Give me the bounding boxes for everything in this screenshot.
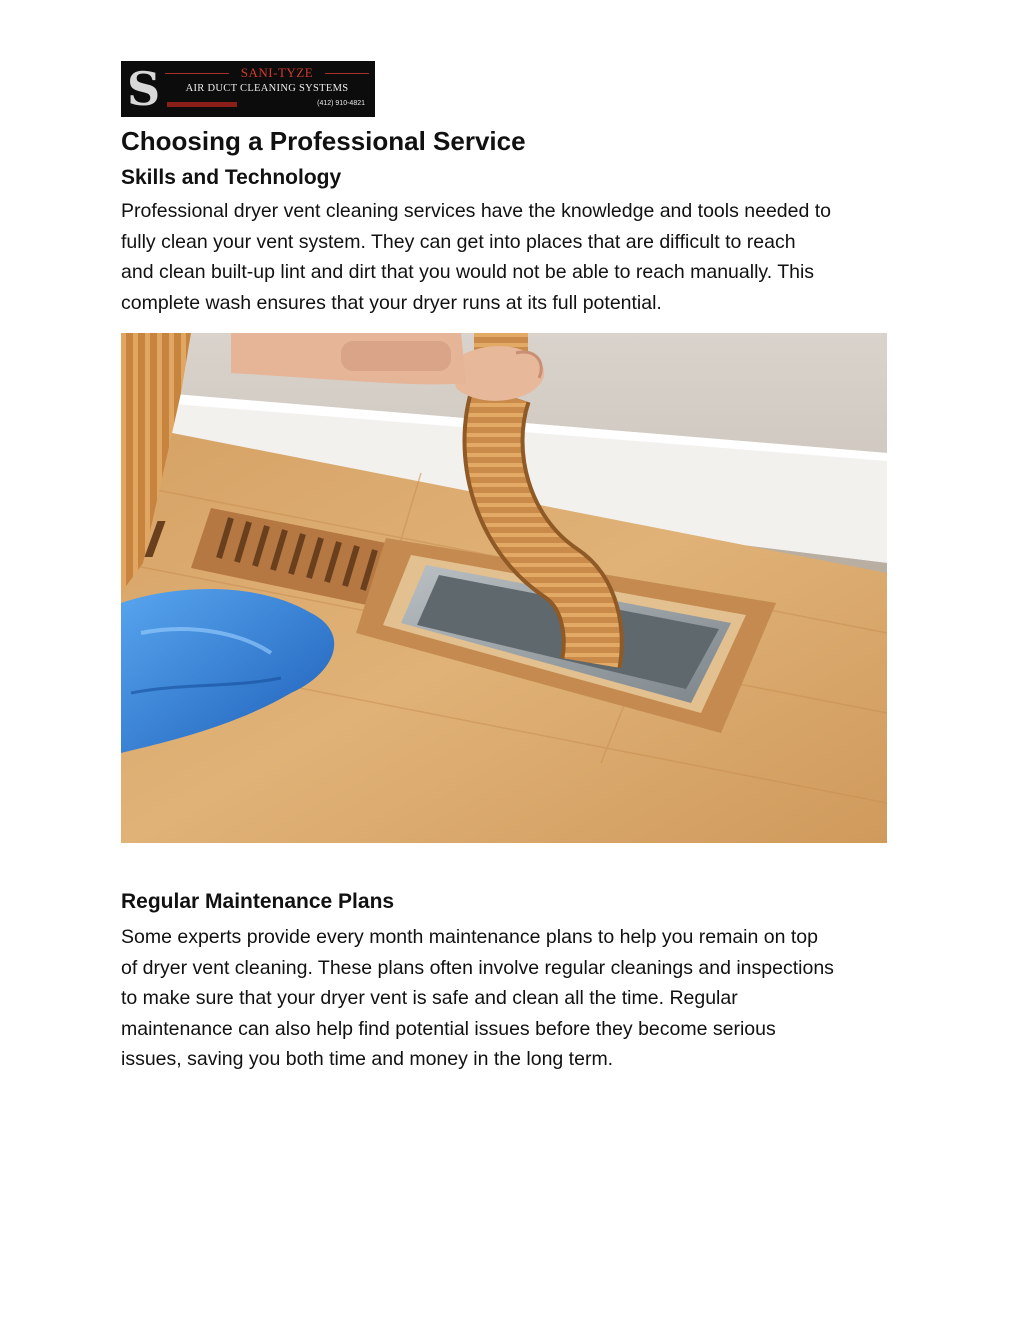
page-title: Choosing a Professional Service [121, 126, 526, 156]
section-body-skills [121, 196, 911, 318]
section-heading-maintenance: Regular Maintenance Plans [121, 890, 395, 913]
text-line: fully clean your vent system. They can get into places that are difficult to reach [121, 230, 796, 253]
logo-tagline: AIR DUCT CLEANING SYSTEMS [185, 83, 349, 94]
text-line: and clean built-up lint and dirt that you would not be able to reach manually. This [121, 261, 815, 283]
vent-cleaning-photo [121, 333, 887, 843]
text-line: Professional dryer vent cleaning services have the knowledge and tools needed to [121, 200, 832, 222]
logo-letter: S [127, 62, 161, 116]
logo-rule-left [165, 73, 229, 74]
section-body-maintenance [121, 922, 911, 1075]
text-line: to make sure that your dryer vent is safe and clean all the time. Regular [121, 987, 738, 1009]
logo-brand: SANI-TYZE [240, 65, 314, 80]
section-heading-skills: Skills and Technology [121, 166, 342, 189]
text-line: complete wash ensures that your dryer runs at its full potential. [121, 291, 662, 314]
text-line: of dryer vent cleaning. These plans often involve regular cleanings and inspections [121, 956, 834, 979]
logo-phone: (412) 910-4821 [317, 100, 365, 107]
company-logo [121, 61, 375, 117]
text-line: maintenance can also help find potential issues before they become serious [121, 1017, 776, 1040]
photo-illustration [121, 333, 887, 843]
logo-red-bar [167, 102, 237, 107]
text-line: Some experts provide every month maintenance plans to help you remain on top [121, 926, 818, 948]
logo-rule-right [325, 73, 369, 74]
text-line: issues, saving you both time and money in the long term. [121, 1048, 614, 1070]
